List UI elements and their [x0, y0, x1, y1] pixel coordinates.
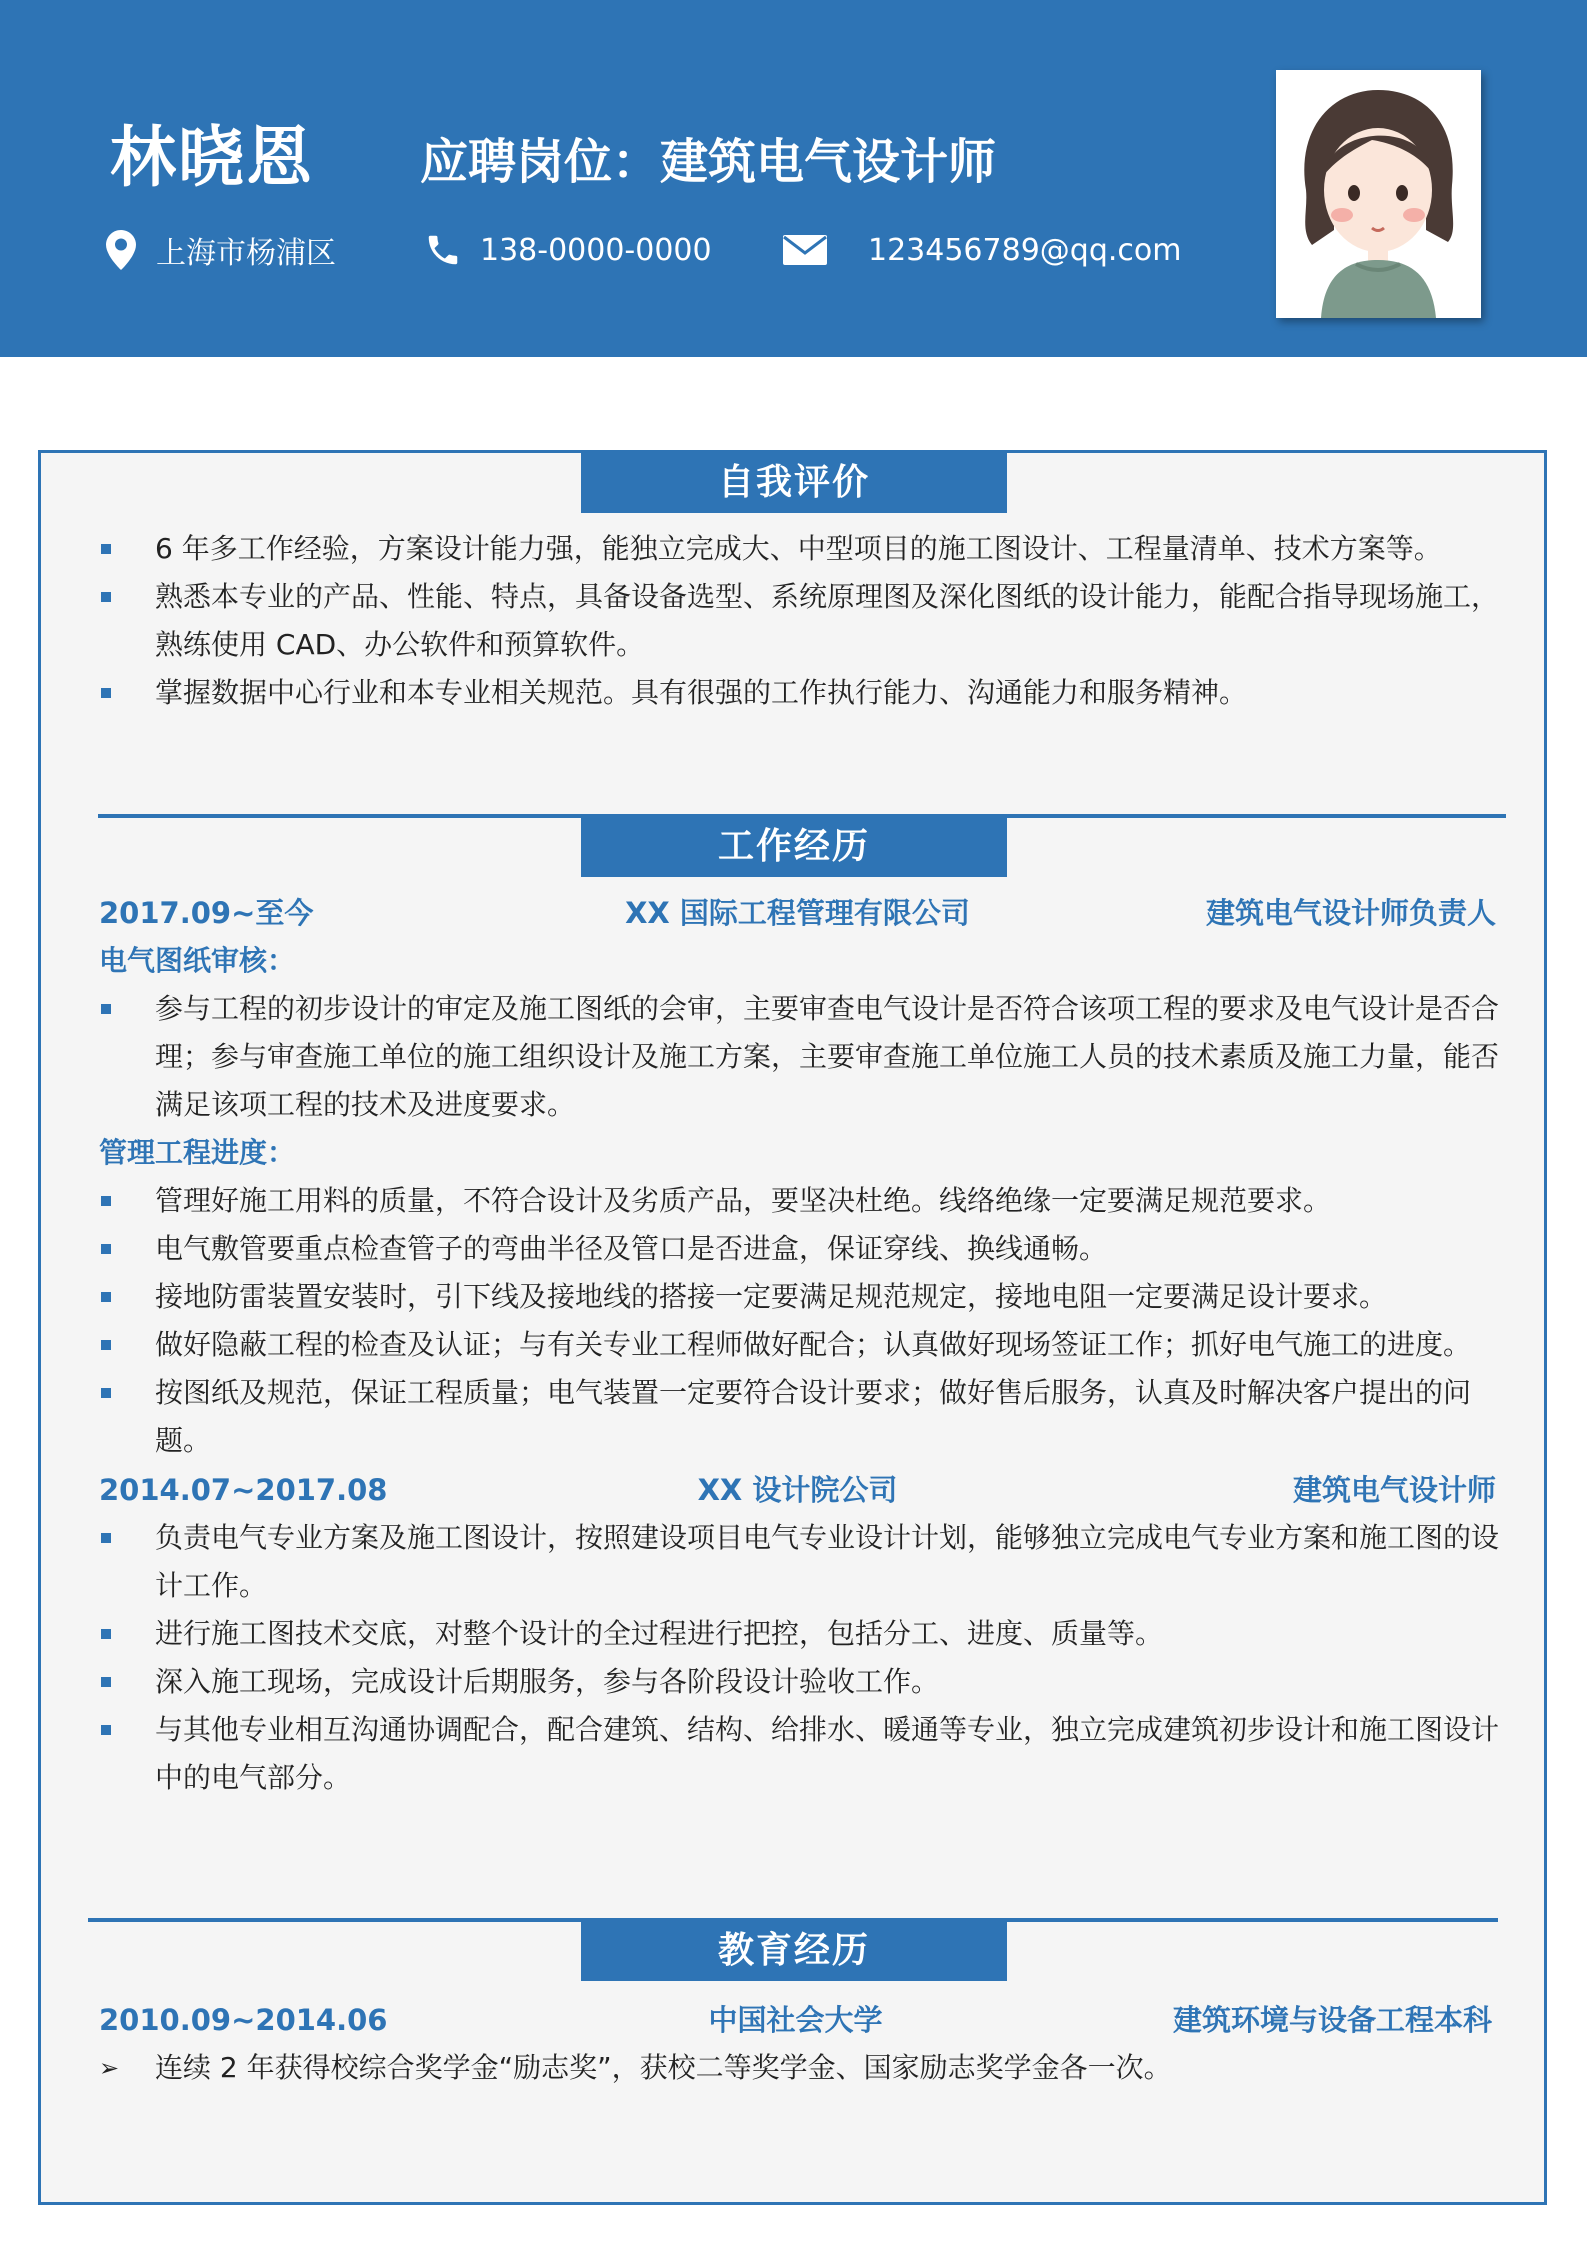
square-bullet-icon — [101, 1292, 111, 1302]
profile-photo — [1276, 70, 1481, 318]
square-bullet-icon — [101, 1725, 111, 1735]
contact-email — [782, 228, 1181, 272]
phone-icon — [424, 231, 462, 269]
job-role: 建筑电气设计师 — [1292, 1473, 1496, 1507]
job-date: 2017.09~至今 — [99, 896, 314, 930]
square-bullet-icon — [101, 1533, 111, 1543]
location-text: 上海市杨浦区 — [156, 236, 336, 271]
job-header-1 — [99, 889, 1496, 937]
location-pin-icon — [104, 229, 138, 271]
job1-sub1-list — [99, 985, 1499, 1129]
education-header — [99, 1996, 1492, 2044]
subsection-label: 管理工程进度： — [99, 1136, 296, 1169]
square-bullet-icon — [101, 1388, 111, 1398]
section-title-work: 工作经历 — [581, 817, 1007, 877]
list-item: 按图纸及规范，保证工程质量；电气装置一定要符合设计要求；做好售后服务，认真及时解决客户提出的问题。 — [99, 1369, 1499, 1465]
list-item: 参与工程的初步设计的审定及施工图纸的会审，主要审查电气设计是否符合该项工程的要求及电气设计是否合理；参与审查施工单位的施工组织设计及施工方案，主要审查施工单位施工人员的技术素质及施工力量，能否满足该项工程的技术及进度要求。 — [99, 985, 1499, 1129]
arrow-bullet-icon: ➢ — [99, 2054, 120, 2082]
list-item: 管理好施工用料的质量，不符合设计及劣质产品，要坚决杜绝。线络绝缘一定要满足规范要求。 — [99, 1177, 1499, 1225]
square-bullet-icon — [101, 1196, 111, 1206]
square-bullet-icon — [101, 1340, 111, 1350]
education-school: 中国社会大学 — [708, 2003, 883, 2037]
list-item: 电气敷管要重点检查管子的弯曲半径及管口是否进盒，保证穿线、换线通畅。 — [99, 1225, 1499, 1273]
job2-list — [99, 1514, 1499, 1802]
education-date: 2010.09~2014.06 — [99, 2003, 388, 2037]
square-bullet-icon — [101, 688, 111, 698]
phone-text: 138-0000-0000 — [480, 232, 712, 268]
education-list — [99, 2044, 1499, 2092]
list-item: 6 年多工作经验，方案设计能力强，能独立完成大、中型项目的施工图设计、工程量清单、技术方案等。 — [99, 525, 1499, 573]
square-bullet-icon — [101, 1629, 111, 1639]
job-role: 建筑电气设计师负责人 — [1205, 896, 1496, 930]
list-item: 与其他专业相互沟通协调配合，配合建筑、结构、给排水、暖通等专业，独立完成建筑初步设计和施工图设计中的电气部分。 — [99, 1706, 1499, 1802]
list-item: 负责电气专业方案及施工图设计，按照建设项目电气专业设计计划，能够独立完成电气专业方案和施工图的设计工作。 — [99, 1514, 1499, 1610]
avatar-illustration — [1276, 70, 1481, 318]
section-title-education: 教育经历 — [581, 1921, 1007, 1981]
header-banner — [0, 0, 1587, 357]
subsection-label: 电气图纸审核： — [99, 944, 296, 977]
section-title-self-eval: 自我评价 — [581, 453, 1007, 513]
list-item: 接地防雷装置安装时，引下线及接地线的搭接一定要满足规范规定，接地电阻一定要满足设计要求。 — [99, 1273, 1499, 1321]
square-bullet-icon — [101, 1004, 111, 1014]
contact-phone — [424, 228, 712, 272]
applied-position: 应聘岗位：建筑电气设计师 — [420, 134, 997, 190]
job-company: XX 国际工程管理有限公司 — [625, 896, 970, 930]
contact-location — [104, 228, 336, 272]
list-item: 掌握数据中心行业和本专业相关规范。具有很强的工作执行能力、沟通能力和服务精神。 — [99, 669, 1499, 717]
self-eval-list — [99, 525, 1499, 717]
candidate-name: 林晓恩 — [110, 119, 314, 196]
job-header-2 — [99, 1466, 1496, 1514]
job-date: 2014.07~2017.08 — [99, 1473, 388, 1507]
square-bullet-icon — [101, 1677, 111, 1687]
job1-sub2-list — [99, 1177, 1499, 1465]
list-item: ➢ 连续 2 年获得校综合奖学金“励志奖”，获校二等奖学金、国家励志奖学金各一次。 — [99, 2044, 1499, 2092]
list-item: 深入施工现场，完成设计后期服务，参与各阶段设计验收工作。 — [99, 1658, 1499, 1706]
list-item: 做好隐蔽工程的检查及认证；与有关专业工程师做好配合；认真做好现场签证工作；抓好电气施工的进度。 — [99, 1321, 1499, 1369]
education-major: 建筑环境与设备工程本科 — [1172, 2003, 1492, 2037]
list-item: 进行施工图技术交底，对整个设计的全过程进行把控，包括分工、进度、质量等。 — [99, 1610, 1499, 1658]
list-item: 熟悉本专业的产品、性能、特点，具备设备选型、系统原理图及深化图纸的设计能力，能配合指导现场施工，熟练使用 CAD、办公软件和预算软件。 — [99, 573, 1499, 669]
email-text: 123456789@qq.com — [868, 232, 1182, 268]
square-bullet-icon — [101, 592, 111, 602]
square-bullet-icon — [101, 544, 111, 554]
job-company: XX 设计院公司 — [697, 1473, 898, 1507]
square-bullet-icon — [101, 1244, 111, 1254]
envelope-icon — [782, 234, 828, 266]
